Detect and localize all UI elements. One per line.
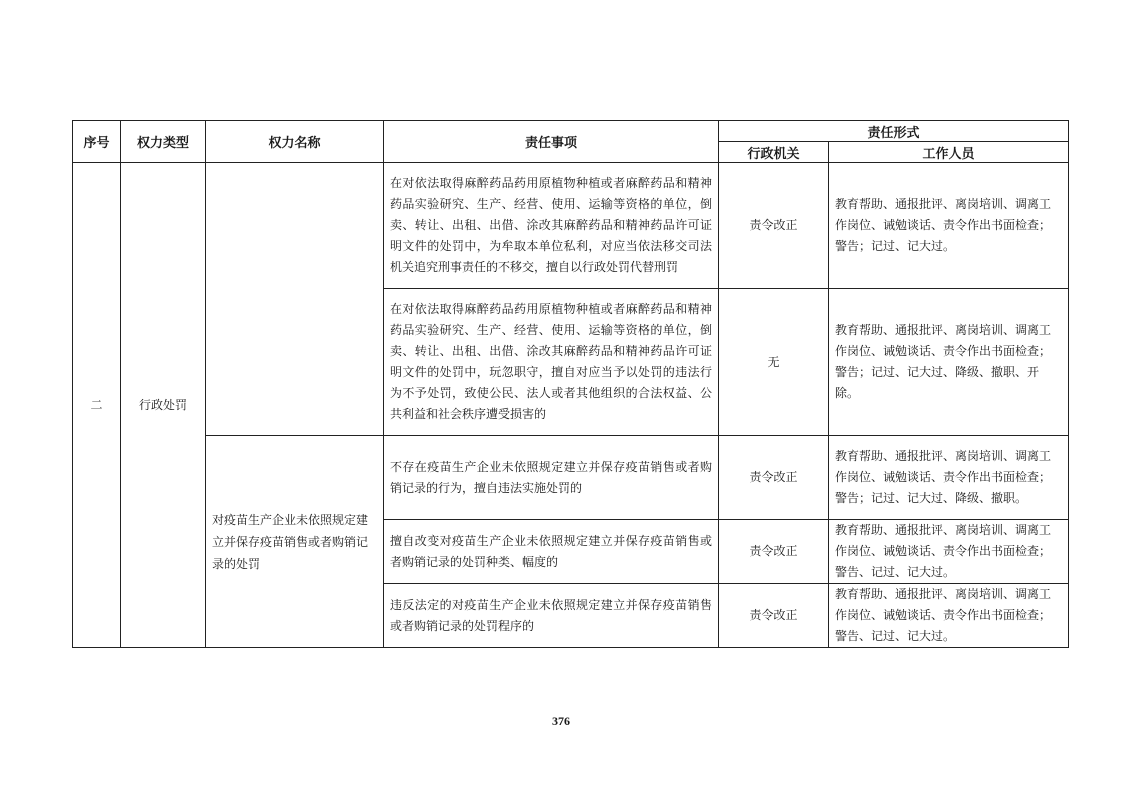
responsibility-matter: 在对依法取得麻醉药品药用原植物种植或者麻醉药品和精神药品实验研究、生产、经营、使用、运输等资格的单位，倒卖、转让、出租、出借、涂改其麻醉药品和精神药品许可证明文件的处罚中，玩忽职守，擅自对应当予以处罚的违法行为不予处罚，致使公民、法人或者其他组织的合法权益、公共利益和社会秩序遭受损害的 <box>384 289 719 436</box>
row-number: 二 <box>73 163 121 648</box>
responsibility-matter: 不存在疫苗生产企业未依照规定建立并保存疫苗销售或者购销记录的行为，擅自违法实施处罚的 <box>384 436 719 520</box>
page-number: 376 <box>552 714 570 728</box>
agency-form: 责令改正 <box>719 163 829 289</box>
col-header-matter: 责任事项 <box>384 121 719 163</box>
agency-form: 无 <box>719 289 829 436</box>
col-header-staff: 工作人员 <box>829 142 1069 163</box>
responsibility-table <box>72 120 1069 648</box>
col-header-name: 权力名称 <box>206 121 384 163</box>
staff-form: 教育帮助、通报批评、离岗培训、调离工作岗位、诫勉谈话、责令作出书面检查；警告；记过、记大过、降级、撤职。 <box>829 436 1069 520</box>
responsibility-matter: 在对依法取得麻醉药品药用原植物种植或者麻醉药品和精神药品实验研究、生产、经营、使用、运输等资格的单位，倒卖、转让、出租、出借、涂改其麻醉药品和精神药品许可证明文件的处罚中，为牟取本单位私利，对应当依法移交司法机关追究刑事责任的不移交，擅自以行政处罚代替刑罚 <box>384 163 719 289</box>
responsibility-matter: 违反法定的对疫苗生产企业未依照规定建立并保存疫苗销售或者购销记录的处罚程序的 <box>384 584 719 648</box>
power-type: 行政处罚 <box>121 163 206 648</box>
responsibility-matter: 擅自改变对疫苗生产企业未依照规定建立并保存疫苗销售或者购销记录的处罚种类、幅度的 <box>384 520 719 584</box>
col-header-agency: 行政机关 <box>719 142 829 163</box>
agency-form: 责令改正 <box>719 436 829 520</box>
staff-form: 教育帮助、通报批评、离岗培训、调离工作岗位、诫勉谈话、责令作出书面检查；警告、记过、记大过。 <box>829 584 1069 648</box>
col-header-form: 责任形式 <box>719 121 1069 142</box>
staff-form: 教育帮助、通报批评、离岗培训、调离工作岗位、诫勉谈话、责令作出书面检查；警告；记过、记大过、降级、撤职、开除。 <box>829 289 1069 436</box>
staff-form: 教育帮助、通报批评、离岗培训、调离工作岗位、诫勉谈话、责令作出书面检查；警告；记过、记大过。 <box>829 163 1069 289</box>
header-row-1 <box>73 121 1069 142</box>
staff-form: 教育帮助、通报批评、离岗培训、调离工作岗位、诫勉谈话、责令作出书面检查；警告、记过、记大过。 <box>829 520 1069 584</box>
table-row <box>73 163 1069 289</box>
power-name: 对疫苗生产企业未依照规定建立并保存疫苗销售或者购销记录的处罚 <box>206 436 384 648</box>
col-header-no: 序号 <box>73 121 121 163</box>
agency-form: 责令改正 <box>719 584 829 648</box>
col-header-type: 权力类型 <box>121 121 206 163</box>
agency-form: 责令改正 <box>719 520 829 584</box>
table-row <box>73 436 1069 520</box>
power-name-empty <box>206 163 384 436</box>
